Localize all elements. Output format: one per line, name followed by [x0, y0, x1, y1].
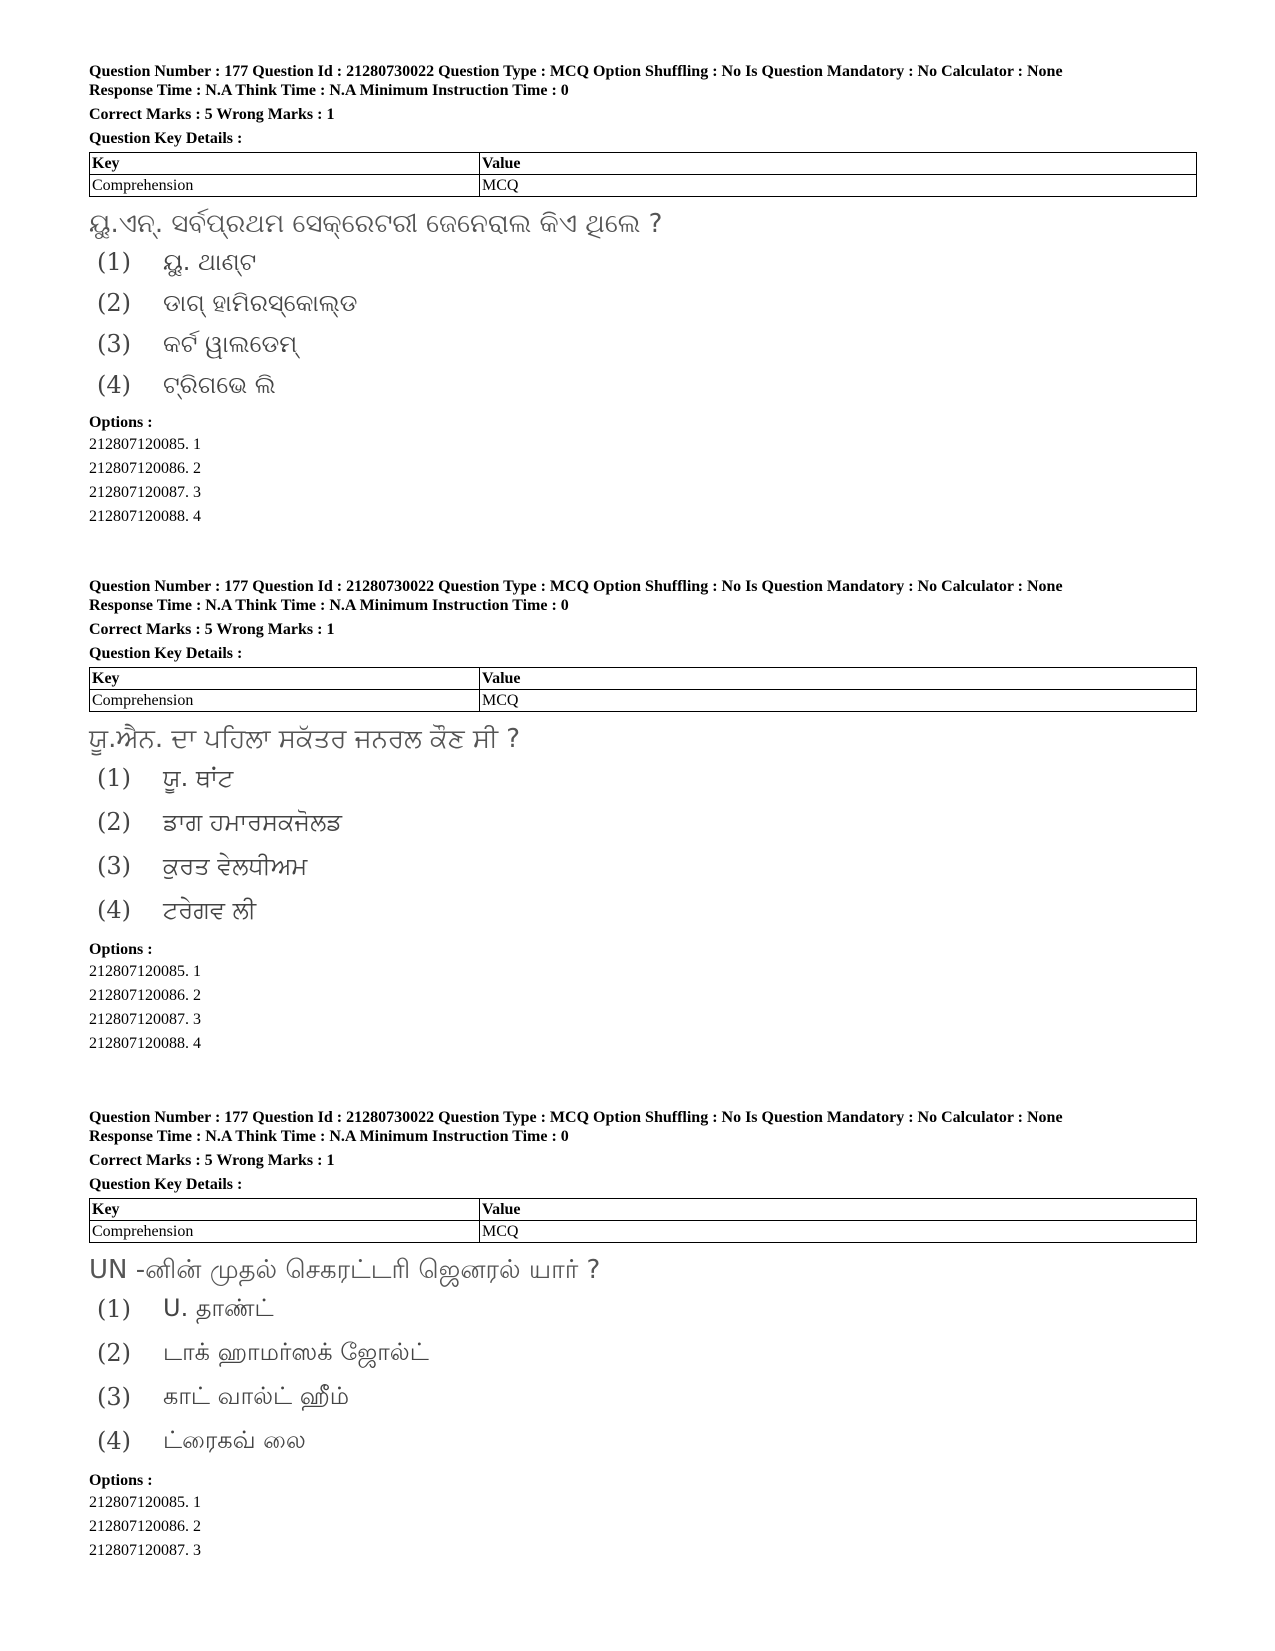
table-cell-key: Comprehension — [90, 690, 480, 712]
response-time-line: Response Time : N.A Think Time : N.A Minimum Instruction Time : 0 — [89, 597, 569, 614]
option-id: 212807120087. 3 — [89, 1011, 201, 1028]
option-id: 212807120085. 1 — [89, 436, 201, 453]
table-cell-key: Comprehension — [90, 175, 480, 197]
table-header-key: Key — [90, 668, 480, 690]
table-header-value: Value — [480, 1199, 1197, 1221]
option-id: 212807120086. 2 — [89, 460, 201, 477]
choice-3: (3) ਕੁਰਤ ਵੇਲਧੀਅਮ — [97, 852, 308, 880]
option-id: 212807120087. 3 — [89, 484, 201, 501]
options-label: Options : — [89, 941, 153, 958]
choice-3: (3) காட் வால்ட் ஹீம் — [97, 1381, 350, 1411]
marks-line: Correct Marks : 5 Wrong Marks : 1 — [89, 1152, 335, 1169]
options-label: Options : — [89, 1472, 153, 1489]
choice-3: (3) କର୍ଟ ୱାଲଡେମ୍ — [97, 329, 298, 358]
marks-line: Correct Marks : 5 Wrong Marks : 1 — [89, 106, 335, 123]
question-text: ୟୁ.ଏନ୍. ସର୍ବପ୍ରଥମ ସେକ୍ରେଟରୀ ଜେନେରାଲ କିଏ ଥିଲେ ? — [89, 209, 663, 239]
key-value-table — [89, 152, 1197, 197]
key-details-label: Question Key Details : — [89, 645, 243, 662]
question-block-2 — [89, 577, 1197, 1056]
key-value-table — [89, 1198, 1197, 1243]
response-time-line: Response Time : N.A Think Time : N.A Minimum Instruction Time : 0 — [89, 1128, 569, 1145]
option-id: 212807120088. 4 — [89, 508, 201, 525]
choice-2: (2) ଡାଗ୍ ହାମିରସ୍କୋଲ୍ଡ — [97, 288, 358, 317]
table-cell-value: MCQ — [480, 1221, 1197, 1243]
question-text: UN -னின் முதல் செகரட்டரி ஜெனரல் யார் ? — [89, 1255, 601, 1285]
response-time-line: Response Time : N.A Think Time : N.A Minimum Instruction Time : 0 — [89, 82, 569, 99]
question-block-3 — [89, 1108, 1197, 1563]
key-details-label: Question Key Details : — [89, 1176, 243, 1193]
question-header: Question Number : 177 Question Id : 21280730022 Question Type : MCQ Option Shuffling : No Is Question Mandatory : No Calculator : None — [89, 1109, 1063, 1126]
marks-line: Correct Marks : 5 Wrong Marks : 1 — [89, 621, 335, 638]
choice-1: (1) ਯੂ. ਥਾਂਟ — [97, 764, 234, 792]
choice-2: (2) ਡਾਗ ਹਮਾਰਸਕਜੋਲਡ — [97, 808, 342, 836]
option-id: 212807120086. 2 — [89, 1518, 201, 1535]
choice-4: (4) ਟਰੇਗਵ ਲੀ — [97, 896, 257, 924]
question-header: Question Number : 177 Question Id : 21280730022 Question Type : MCQ Option Shuffling : No Is Question Mandatory : No Calculator : None — [89, 63, 1063, 80]
question-text: ਯੂ.ਐਨ. ਦਾ ਪਹਿਲਾ ਸਕੱਤਰ ਜਨਰਲ ਕੌਣ ਸੀ ? — [89, 724, 521, 754]
table-header-key: Key — [90, 153, 480, 175]
table-header-value: Value — [480, 668, 1197, 690]
option-id: 212807120086. 2 — [89, 987, 201, 1004]
option-id: 212807120085. 1 — [89, 963, 201, 980]
key-details-label: Question Key Details : — [89, 130, 243, 147]
question-block-1 — [89, 62, 1197, 529]
table-cell-value: MCQ — [480, 175, 1197, 197]
key-value-table — [89, 667, 1197, 712]
choice-4: (4) ଟ୍ରିଗଭେ ଲି — [97, 370, 276, 399]
table-header-key: Key — [90, 1199, 480, 1221]
option-id: 212807120085. 1 — [89, 1494, 201, 1511]
table-cell-key: Comprehension — [90, 1221, 480, 1243]
options-label: Options : — [89, 414, 153, 431]
choice-1: (1) ୟୁ. ଥାଣ୍ଟ — [97, 247, 257, 276]
choice-2: (2) டாக் ஹாமர்ஸக் ஜோல்ட் — [97, 1337, 429, 1367]
choice-4: (4) ட்ரைகவ் லை — [97, 1425, 306, 1455]
question-header: Question Number : 177 Question Id : 21280730022 Question Type : MCQ Option Shuffling : No Is Question Mandatory : No Calculator : None — [89, 578, 1063, 595]
choice-1: (1) U. தாண்ட் — [97, 1293, 274, 1323]
option-id: 212807120087. 3 — [89, 1542, 201, 1559]
table-cell-value: MCQ — [480, 690, 1197, 712]
option-id: 212807120088. 4 — [89, 1035, 201, 1052]
table-header-value: Value — [480, 153, 1197, 175]
